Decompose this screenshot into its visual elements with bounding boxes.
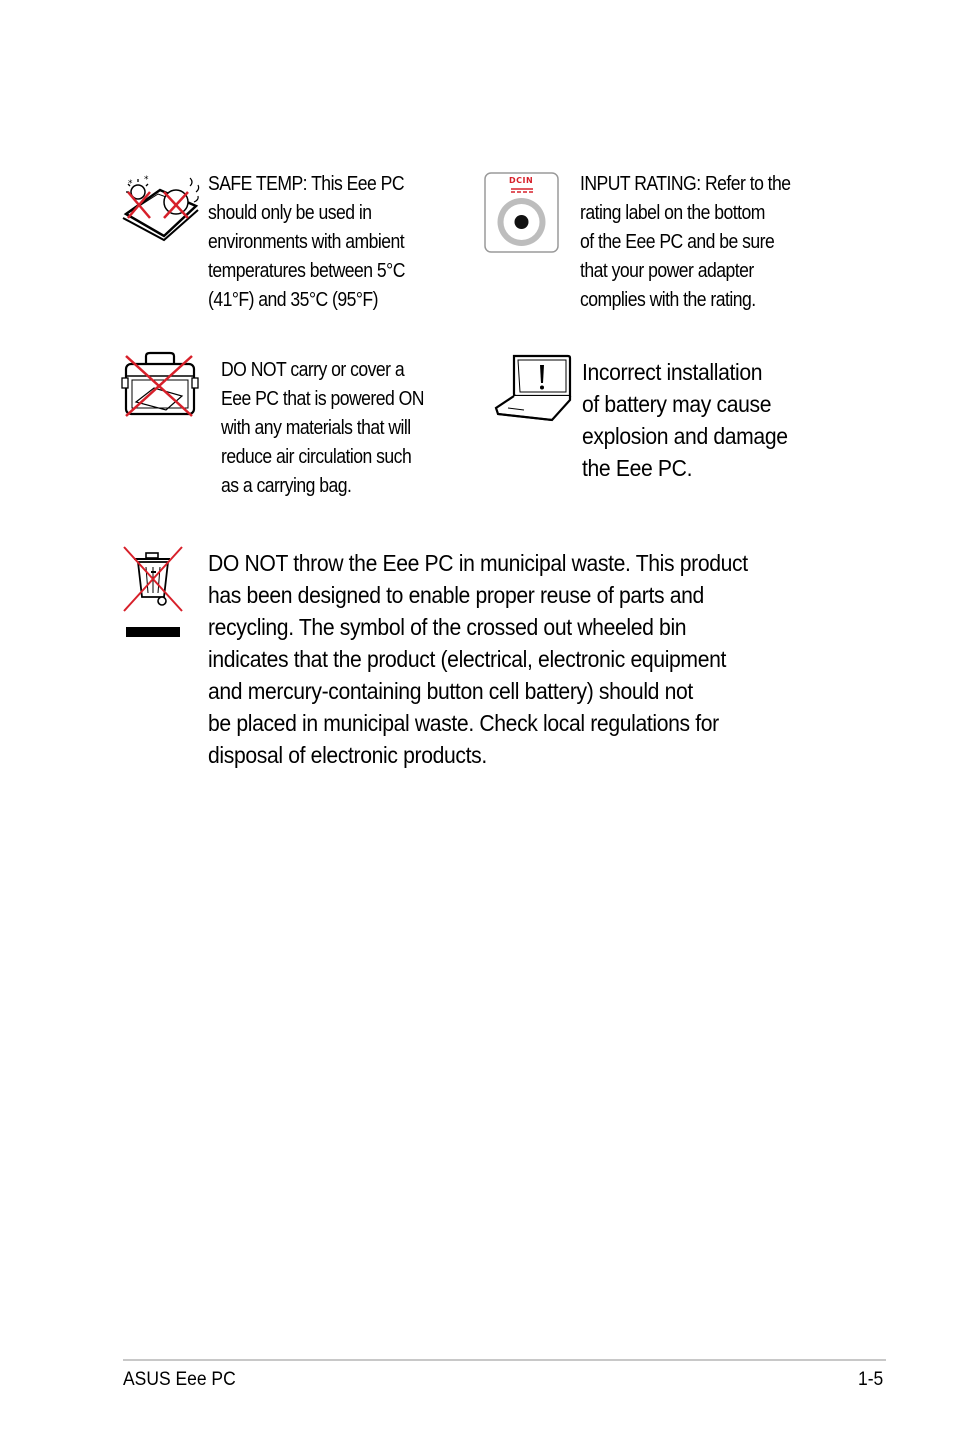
no-carrying-bag-icon bbox=[120, 350, 200, 420]
carrying-bag-notice: DO NOT carry or cover a Eee PC that is powered ON with any materials that will reduce air circulation such as a carrying bag. bbox=[221, 359, 425, 497]
footer-rule bbox=[123, 1359, 886, 1361]
svg-text:*: * bbox=[128, 179, 133, 189]
battery-warning-laptop-icon bbox=[494, 352, 574, 426]
safe-temp-notice: SAFE TEMP: This Eee PC should only be used in environments with ambient temperatures between 5°C (41°F) and 35°C (95°F) bbox=[208, 173, 405, 311]
battery-installation-notice: Incorrect installation of battery may cause explosion and damage the Eee PC. bbox=[582, 359, 788, 481]
crossed-out-wheeled-bin-icon bbox=[122, 545, 184, 641]
footer-product-name: ASUS Eee PC bbox=[123, 1369, 236, 1390]
dcin-label: DCIN bbox=[509, 176, 534, 185]
hot-cold-temperature-warning-icon bbox=[120, 170, 202, 242]
page-number: 1-5 bbox=[858, 1369, 884, 1390]
svg-text:*: * bbox=[144, 175, 149, 185]
input-rating-notice: INPUT RATING: Refer to the rating label on the bottom of the Eee PC and be sure that your power adapter complies with the rating. bbox=[580, 173, 791, 311]
waste-disposal-notice: DO NOT throw the Eee PC in municipal waste. This product has been designed to enable proper reuse of parts and recycling. The symbol of the crossed out wheeled bin indicates that the product (electrical, electronic equipment and mercury-containing button cell battery) should not be placed in municipal waste. Check local regulations for disposal of electronic products. bbox=[208, 550, 748, 768]
